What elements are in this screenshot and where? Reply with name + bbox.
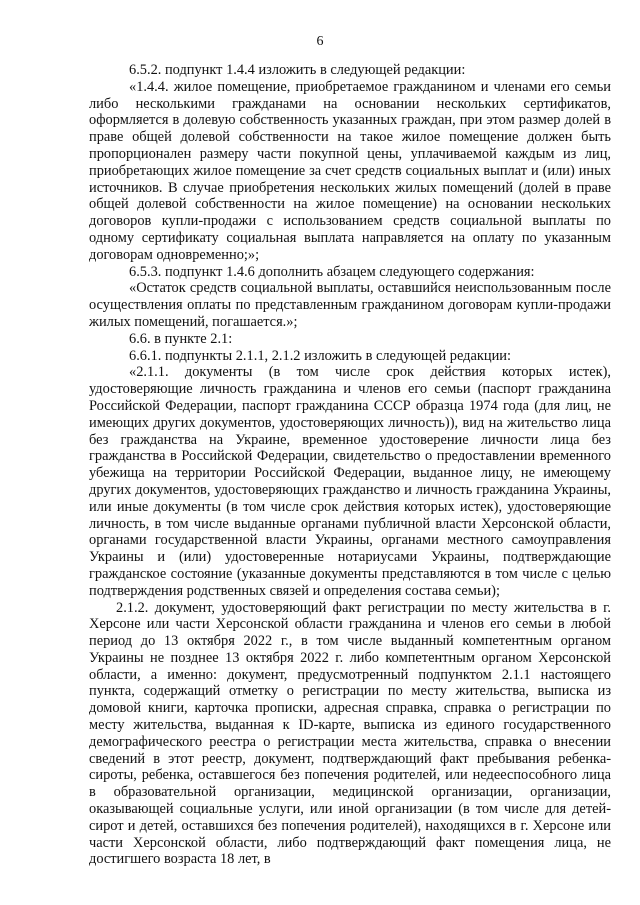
paragraph-6-5-2: 6.5.2. подпункт 1.4.4 изложить в следующей редакции:: [129, 62, 466, 78]
page-number: 6: [316, 34, 324, 49]
document-body: [89, 62, 611, 868]
paragraph-6-5-3: 6.5.3. подпункт 1.4.6 дополнить абзацем следующего содержания:: [129, 263, 535, 280]
paragraph-6-6: 6.6. в пункте 2.1:: [129, 330, 233, 347]
paragraph-1-4-4: «1.4.4. жилое помещение, приобретаемое гражданином и членами его семьи либо несколькими гражданами на основании нескольких сертификатов, оформляется в долевую собственность указанных граждан, при этом размер долей в праве общей долевой собственности на такое жилое помещение должен быть пропорционален размеру части покупной цены, уплачиваемой каждым из лиц, приобретающих жилое помещение за счет средств социальных выплат и (или) иных источников. В случае приобретения нескольких жилых помещений (долей в праве общей долевой собственности на жилое помещение) на основании нескольких договоров купли-продажи с использованием средств социальной выплаты по одному сертификату социальная выплата направляется на оплату по указанным договорам одновременно;»;: [89, 78, 611, 263]
paragraph-6-6-1: 6.6.1. подпункты 2.1.1, 2.1.2 изложить в следующей редакции:: [129, 347, 511, 364]
paragraph-remaining-funds: «Остаток средств социальной выплаты, оставшийся неиспользованным после осуществления оплаты по представленным гражданином договорам купли-продажи жилых помещений, погашается.»;: [89, 280, 611, 330]
paragraph-2-1-2: 2.1.2. документ, удостоверяющий факт регистрации по месту жительства в г. Херсоне или части Херсонской области гражданина и членов его семьи в любой период до 13 октября 2022 г., в том числе выданный компетентным органом Украины не позднее 13 октября 2022 г. либо компетентным органом Херсонской области, а именно: документ, предусмотренный подпунктом 2.1.1 настоящего пункта, содержащий отметку о регистрации по месту жительства, выписка из домовой книги, карточка прописки, адресная справка, справка о регистрации по месту жительства, выданная к ID-карте, выписка из единого государственного демографического реестра о регистрации места жительства, справка о внесении сведений в этот реестр, документ, подтверждающий факт пребывания ребенка-сироты, ребенка, оставшегося без попечения родителей, или недееспособного лица в образовательной организации, медицинской организации, организации, оказывающей социальные услуги, или иной организации (в том числе для детей-сирот и детей, оставшихся без попечения родителей), находящихся в г. Херсоне или части Херсонской области, либо подтверждающий факт помещения лица, не достигшего возраста 18 лет, в: [89, 599, 611, 868]
paragraph-2-1-1: «2.1.1. документы (в том числе срок действия которых истек), удостоверяющие личность гражданина и членов его семьи (паспорт гражданина Российской Федерации, паспорт гражданина СССР образца 1974 года (для лиц, не имеющих других документов, удостоверяющих личность)), вид на жительство лица без гражданства на Украине, временное удостоверение личности лица без гражданства в Российской Федерации, свидетельство о предоставлении временного убежища на территории Российской Федерации, выданное лицу, не имеющему других документов, удостоверяющих гражданство и личность гражданина Украины, или иные документы (в том числе срок действия которых истек), удостоверяющие личность, в том числе выданные органами публичной власти Херсонской области, органами государственной власти Украины, органами местного самоуправления Украины и (или) удостоверенные нотариусами Украины, подтверждающие гражданское состояние (указанные документы представляются в том числе с целью подтверждения родственных связей и определения состава семьи);: [89, 364, 611, 599]
